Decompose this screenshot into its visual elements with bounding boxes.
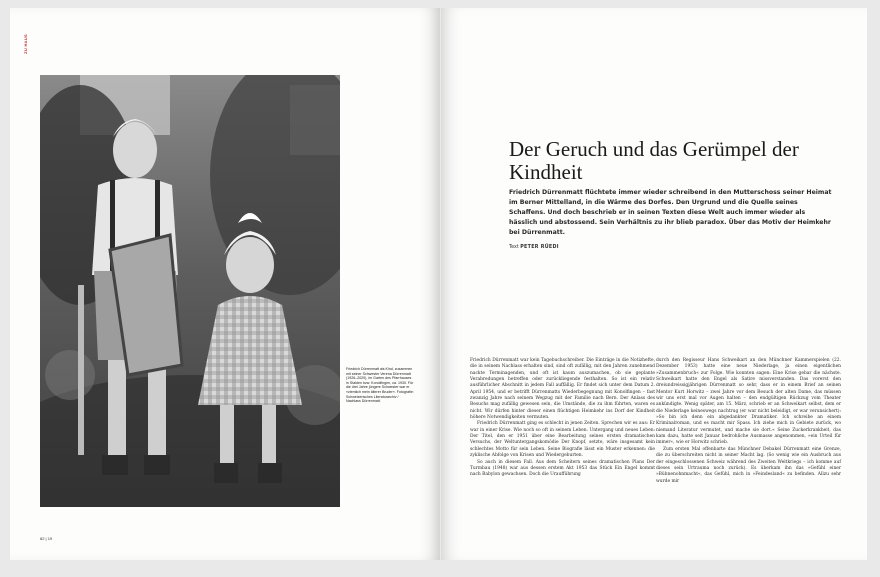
body-paragraph: Friedrich Dürrenmatt war kein Tagebuchschreiber. Die Einträge in die Notizhefte, die in seinem Nachlass erhalten sind, sind oft zufällig, mit den Jahren zunehmend nackte Terminagenden, und oft ist kaum auszumachen, ob sie geplante Verabredungen betreffen oder zurückliegende festhalten. So ist ein relativ ausführlicher Abschnitt in jedem Fall auffällig. Er findet sich unter dem Datum 2. April 1954, und er betrifft Dürrenmatts Wiederbegegnung mit Konolfingen – fast zwanzig Jahre nach seinem Wegzug mit der Familie nach Bern. Der Anlass des Besuchs mag zufällig gewesen sein, die Umstände, die zu ihm führten, waren es nicht. Wir dürfen hinter dieser einen flüchtigen Heimkehr ins Dorf der Kindheit höhere Notwendigkeiten vermuten. xyxy=(470,358,655,421)
body-column-1 xyxy=(470,358,655,479)
section-tag: ZU HAUS xyxy=(23,34,28,54)
body-paragraph: Zum ersten Mal offenbarte das Münchner Debakel Dürrenmatt eine Grenze, die zu überschreiten nicht in seiner Macht lag. (So wenig wie ein Ausbruch aus der eingeschlossenen Schweiz während des Zweiten Weltkriegs – ich komme auf dieses sein Urtrauma noch zurück). Es überkam ihn das »Gefühl einer »Bühnenohnmacht«, das Gefühl, mich in »Feindesland« zu befinden. Allzu sehr wurde mir xyxy=(656,446,841,484)
childhood-photo xyxy=(40,75,340,507)
article-title: Der Geruch und das Gerümpel der Kindheit xyxy=(509,137,799,184)
body-column-2 xyxy=(656,358,841,485)
photo-caption: Friedrich Dürrenmatt als Kind, zusammen mit seiner Schwester Verena Dürrenmatt (1926–2020), im Garten des Pfarrhauses in Stalden bzw. Konolfingen, ca. 1930. Für die drei Jahre jüngere Schwester war er »ziemlich mein älterer Bruder«. Fotografie: Schweizerisches Literaturarchiv / Nachlass Dürrenmatt. xyxy=(346,367,414,404)
body-paragraph: So auch in diesem Fall. Aus dem Scheitern seines dramatischen Plans Der Turmbau (1948) war aus dessen erstem Akt 1953 das Stück Ein Engel kommt nach Babylon gewachsen. Doch die Uraufführung xyxy=(470,459,655,478)
page-number: 82 | 19 xyxy=(40,536,53,541)
left-page xyxy=(10,8,440,560)
body-paragraph: Friedrich Dürrenmatt ging es schlecht in jenen Zeiten. Sprechen wir es aus: Er war in einer Krise. Wie noch so oft in seinem Leben. Untergang und neues Leben: Der Titel, den er 1951 über eine Bearbeitung seines ersten dramatischen Versuchs, der Weltuntergangskomödie Der Knopf, setzte, wäre insgesamt kein schlechtes Motto für sein Leben. Seine Biografie lässt ein Muster erkennen: die zyklische Abfolge von Krisen und Wiedergeburten. xyxy=(470,421,655,459)
byline-author: PETER RÜEDI xyxy=(520,245,559,250)
byline-prefix: Text xyxy=(509,245,519,250)
body-paragraph: durch den Regisseur Hans Schweikart an den Münchner Kammerspielen (22. Dezember 1953) hatte eine neue Niederlage, ja einen eigentlichen »Zusammenbruch« zur Folge. Wie konnten sagen: Eine Krise gebar die nächste. Schweikart hatte den Engel als Satire missverstanden. Das vorerst den dreiundreissigjährigen Dürrenmatt so sehr, dass er in einem Brief an seinen Mentor Kurt Horwitz – zwei Jahre vor dem Besuch der alten Dame, das müssen wir uns erst mal vor Augen halten – den endgültigen Rückzug vom Theater ankündigte. Wenig später, am 15. März, schrieb er an Schweikart selbst, dem er die Niederlage keineswegs nachtrug (er war nicht beleidigt, er war verunsichert): »So bin ich denn ein abgedankter Dramatiker. Ich schreibe an einem Kriminalroman, und es macht mir Spass. Ich ziehe mich in Gebiete zurück, wo niemand Literatur vermutet, und mache sie dort.« Seine Zuckerkrankheit, das kam dazu, hatte seit Januar bedrohliche Ausmasse angenommen, »ein Urteil für immer«, wie er Horwitz schrieb. xyxy=(656,358,841,446)
byline xyxy=(509,245,559,250)
article-lead: Friedrich Dürrenmatt flüchtete immer wieder schreibend in den Mutterschoss seiner Heimat im Berner Mittelland, in die Wärme des Dorfes. Den Urgrund und die Quelle seines Schaffens. Und doch beschrieb er in seinen Texten diese Welt auch immer wieder als hässlich und abstossend. Sein Verhältnis zu ihr blieb paradox. Über das Motiv der Heimkehr bei Dürrenmatt. xyxy=(509,189,832,236)
